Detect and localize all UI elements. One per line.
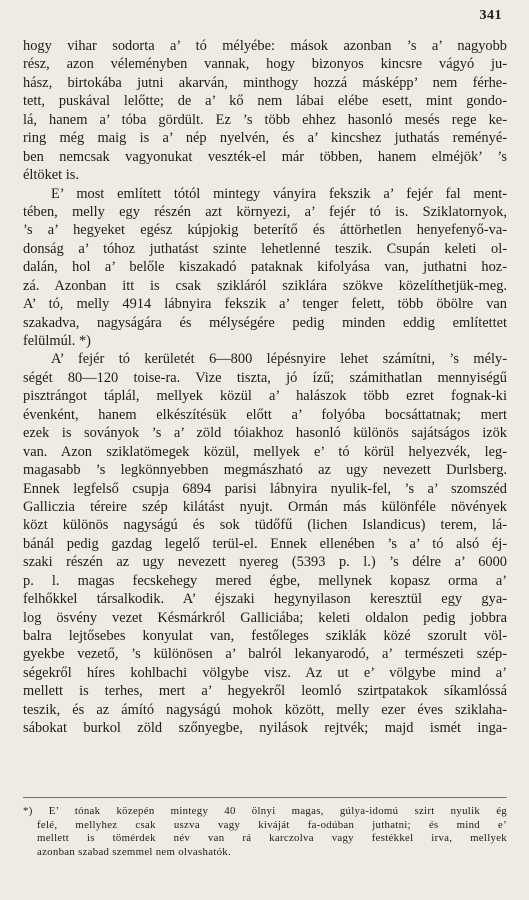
text-line: Ennek legfelső csupja 6894 parisi lábnyira nyulik-fel, ’s a’ szomszéd (23, 480, 507, 497)
text-line: tett, puskával lelőtte; de a’ kő nem lábai elébe esett, mint gondo- (23, 93, 507, 110)
text-line: bánál pedig gazdag legelő terül-el. Ennek ellenében ’s a’ tó alsó éj- (23, 535, 507, 552)
text-line: rész, azon véleményben vannak, hogy bizonyos kincsre vágyó ju- (23, 56, 507, 73)
text-line: van. Azon sziklatömegek közül, mellyek e’ tó körül helyezvék, leg- (23, 443, 507, 460)
footnote-divider (23, 797, 507, 798)
text-line: pisztrángot táplál, mellyek közül a’ halászok több ezret fognak-ki (23, 388, 507, 405)
text-line: zá. Azonban itt is csak szikláról sziklára szökve közelíthetjük-meg. (23, 277, 507, 294)
footnote-line: felé, mellyhez csak uszva vagy kiváját fa-odúban juthatni; és mind e’ (37, 818, 507, 831)
text-line: A’ tó, melly 4914 lábnyira fekszik a’ tenger felett, több öbölre van (23, 296, 507, 313)
text-line: gyekbe vezető, ’s különösen a’ balról lekanyarodó, a’ természeti szép- (23, 646, 507, 663)
text-line: sábokat burkol zöld szőnyegbe, nyilások rejtvék; majd ismét inga- (23, 720, 507, 737)
text-line: tében, melly egy részén azt környezi, a’ fejér tó is. Sziklatornyok, (23, 203, 507, 220)
text-line: E’ most említett tótól mintegy ványira fekszik a’ fejér fal ment- (51, 185, 507, 202)
text-line: magasabb ’s legkönnyebben megmászható az ugy nevezett Durlsberg. (23, 462, 507, 479)
text-line: balra lejtősebes konyulat van, festőleges sziklák közé szorult völ- (23, 628, 507, 644)
text-line: ’s a’ hegyeket egész kúpjokig beterítő és áttörhetlen henyefenyő-va- (23, 222, 507, 239)
text-line: felülmúl. *) (23, 333, 91, 349)
text-line: ségekről híres kohlbachi völgybe visz. Az ut e’ völgybe mind a’ (23, 664, 507, 681)
text-line: dalán, hol a’ belőle kiszakadó pataknak kifolyása van, juthatni hoz- (23, 259, 507, 276)
text-line: felhőkkel társalkodik. A’ éjszaki hegynyilason keresztül egy gya- (23, 591, 507, 608)
text-line: szakadva, nagyságára és mélységére pedig minden eddig említettet (23, 314, 507, 331)
footnote (23, 805, 507, 859)
text-line: ségét 80—120 toise-ra. Vize tiszta, jó ízű; számithatlan mennyiségű (23, 369, 507, 386)
text-line: lá, hanem a’ tóba gördült. Ez ’s több ehhez hasonló mesés rege ke- (23, 111, 507, 128)
text-line: ben nemcsak vagyonukat veszték-el már többen, hanem elméjök’ ’s (23, 148, 507, 165)
text-line: Galliczia téreire szép kilátást nyujt. Ormán más különféle növények (23, 498, 507, 515)
text-line: évenként, hanem elkészítésük előtt a’ folyóba bocsáttatnak; mert (23, 406, 507, 423)
text-line: log ösvény vezet Késmárkról Galliciába; keleti oldalon pedig jobbra (23, 609, 507, 626)
text-line: közt különös nagyságú és sok tüdőfű (lichen Islandicus) terem, lá- (23, 517, 507, 534)
main-text (23, 37, 507, 738)
footnote-line: mellett is tömérdek név van rá karczolva vagy festékkel irva, mellyek (37, 832, 507, 844)
text-line: teszik, és az ámító nagyságú mohok között, melly ezer éves sziklaha- (23, 701, 507, 718)
page-number: 341 (479, 8, 502, 23)
text-line: p. l. magas fecskehegy mered égbe, mellynek kopasz orma a’ (23, 572, 507, 589)
text-line: hogy vihar sodorta a’ tó mélyébe: mások azonban ’s a’ nagyobb (23, 38, 507, 54)
footnote-line: *) E’ tónak közepén mintegy 40 ölnyi magas, gúlya-idomú szirt nyulik ég (23, 805, 507, 817)
text-line: ezek is soványok ’s a’ zöld tóiakhoz hasonló különös sajátságos izök (23, 425, 507, 442)
text-line: szaki részén az ugy nevezett nyereg (5393 p. l.) ’s délre a’ 6000 (23, 554, 507, 571)
text-line: hász, birtokába jutni akarván, minthogy hozzá másképp’ nem férhe- (23, 74, 507, 91)
text-line: éltöket is. (23, 167, 79, 184)
text-line: mellett is terhes, mert a’ hegyekről leomló szirtpatakok síkamlóssá (23, 683, 507, 700)
text-line: ring még maig is a’ nép nyelvén, és a’ kincshez juthatás reményé- (23, 130, 507, 147)
text-line: A’ fejér tó kerületét 6—800 lépésnyire lehet számítni, ’s mély- (51, 351, 507, 368)
text-line: donság a’ tóhoz juthatást szinte lehetlenné teszik. Csupán keleti ol- (23, 240, 507, 257)
footnote-line: azonban szabad szemmel nem olvashatók. (37, 845, 231, 858)
